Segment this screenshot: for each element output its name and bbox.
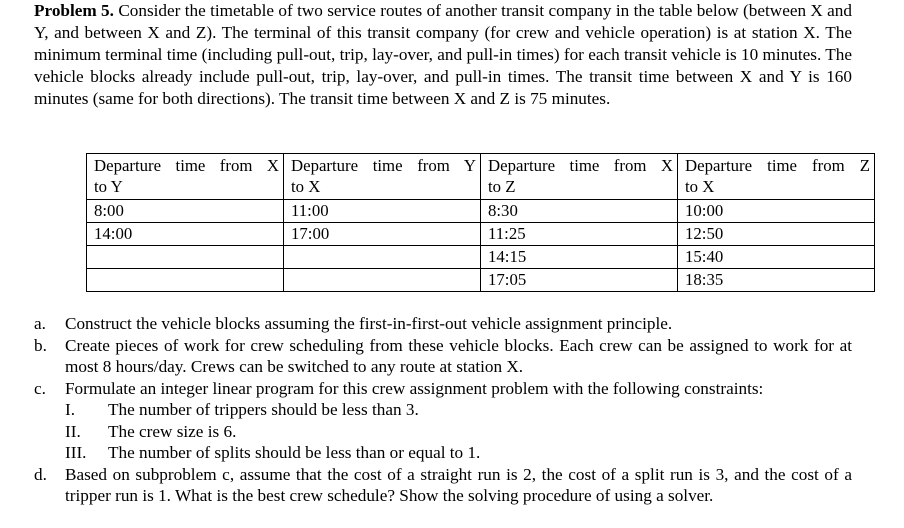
- constraint-label: II.: [65, 421, 81, 441]
- header-y-to-x: Departure time from Y to X: [284, 154, 481, 200]
- table-row: [87, 200, 875, 223]
- table-cell: [284, 246, 481, 269]
- timetable: [86, 153, 875, 292]
- question-a: [34, 313, 852, 335]
- problem-body: Consider the timetable of two service routes of another transit company in the table below (between X and Y, and between X and Z). The terminal of this transit company (for crew and vehicle operation) is at station X. The minimum terminal time (including pull-out, trip, lay-over, and pull-in times) for each transit vehicle is 10 minutes. The vehicle blocks already include pull-out, trip, lay-over, and pull-in times. The transit time between X and Y is 160 minutes (same for both directions). The transit time between X and Z is 75 minutes.: [34, 1, 852, 108]
- table-cell: [87, 246, 284, 269]
- question-c: [34, 378, 852, 400]
- table-row: [87, 223, 875, 246]
- question-text: Create pieces of work for crew scheduling from these vehicle blocks. Each crew can be assigned to work for at most 8 hours/day. Crews can be switched to any route at station X.: [65, 335, 852, 376]
- question-list: [34, 313, 852, 507]
- constraint-text: The number of splits should be less than or equal to 1.: [108, 443, 481, 462]
- table-cell: 15:40: [678, 246, 875, 269]
- table-row: [87, 269, 875, 292]
- table-cell: 17:00: [284, 223, 481, 246]
- header-x-to-y: Departure time from X to Y: [87, 154, 284, 200]
- table-cell: [87, 269, 284, 292]
- table-cell: 17:05: [481, 269, 678, 292]
- question-b: [34, 335, 852, 378]
- table-cell: 18:35: [678, 269, 875, 292]
- question-text: Construct the vehicle blocks assuming the first-in-first-out vehicle assignment principle.: [65, 314, 673, 333]
- constraint-item: [34, 399, 852, 421]
- constraint-label: III.: [65, 443, 87, 462]
- timetable-header-row: [87, 154, 875, 200]
- question-text: Formulate an integer linear program for this crew assignment problem with the following constraints:: [65, 378, 764, 398]
- constraint-text: The crew size is 6.: [108, 421, 237, 441]
- table-cell: 11:00: [284, 200, 481, 223]
- constraint-text: The number of trippers should be less than 3.: [108, 400, 419, 419]
- constraint-label: I.: [65, 400, 76, 419]
- table-cell: 8:00: [87, 200, 284, 223]
- table-cell: 8:30: [481, 200, 678, 223]
- table-row: [87, 246, 875, 269]
- problem-statement: [34, 0, 852, 110]
- table-cell: 12:50: [678, 223, 875, 246]
- question-label: c.: [34, 378, 46, 398]
- table-cell: 14:00: [87, 223, 284, 246]
- constraint-item: [34, 421, 852, 443]
- question-d: [34, 464, 852, 507]
- header-x-to-z: Departure time from X to Z: [481, 154, 678, 200]
- question-label: d.: [34, 464, 47, 484]
- table-cell: 10:00: [678, 200, 875, 223]
- question-label: a.: [34, 314, 46, 333]
- table-cell: 11:25: [481, 223, 678, 246]
- table-cell: 14:15: [481, 246, 678, 269]
- question-text: Based on subproblem c, assume that the cost of a straight run is 2, the cost of a split run is 3, and the cost of a tripper run is 1. What is the best crew schedule? Show the solving procedure of using a solver.: [65, 464, 852, 505]
- header-z-to-x: Departure time from Z to X: [678, 154, 875, 200]
- table-cell: [284, 269, 481, 292]
- constraint-item: [34, 442, 852, 464]
- question-label: b.: [34, 335, 47, 355]
- problem-heading: Problem 5.: [34, 1, 114, 20]
